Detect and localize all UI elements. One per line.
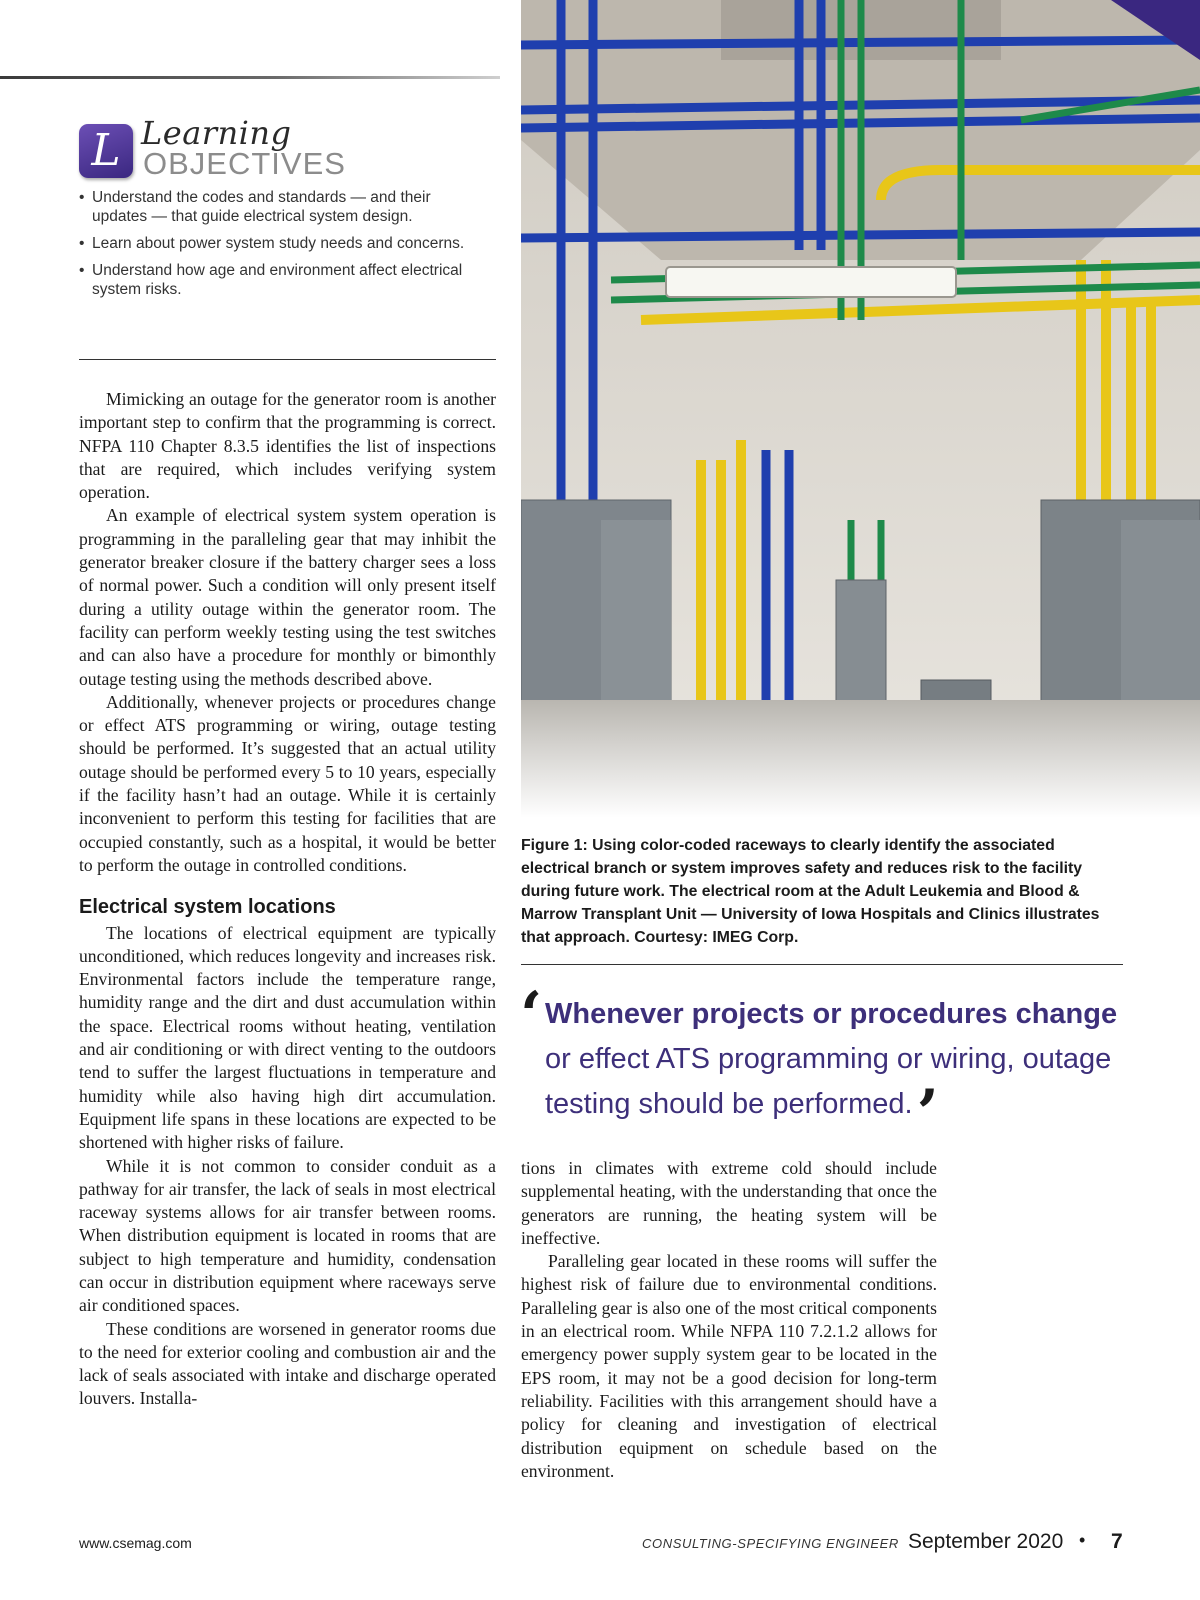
section-heading: Electrical system locations [79,896,336,919]
footer-separator: • [1079,1530,1086,1550]
body-paragraph: An example of electrical system system operation is programming in the paralleling gear that may inhibit the generator breaker closure if the battery charger sees a loss of normal power. Such a condition will only present itself during a utility outage within the generator room. The facility can perform weekly testing using the test switches and can also have a procedure for monthly or bimonthly outage testing using the methods described above. [79,505,496,689]
body-paragraph: Additionally, whenever projects or procedures change or effect ATS programming or wiring, outage testing should be performed. It’s suggested that an actual utility outage should be performed every 5 to 10 years, especially if the facility hasn’t had an outage. While it is certainly inconvenient to perform this testing for facilities that are occupied constantly, such as a hospital, it would be better to perform the outage in controlled conditions. [79,691,496,875]
body-paragraph: The locations of electrical equipment are typically unconditioned, which reduces longevity and increases risk. Environmental factors include the temperature range, humidity range and the dirt and dust accumulation within the space. Electrical rooms without heating, ventilation and air conditioning or with direct venting to the outdoors tend to suffer the largest fluctuations in temperature and humidity while also having high dirt accumulation. Equipment life spans in these locations are expected to be shortened with higher risks of failure. [79,922,496,1153]
learning-objectives-divider [79,359,496,360]
body-paragraph: Mimicking an outage for the generator room is another important step to confirm that the programming is correct. NFPA 110 Chapter 8.3.5 identifies the list of inspections that are required, which includes verifying system operation. [79,389,496,503]
learning-objectives [79,114,489,307]
footer-page-number: 7 [1111,1530,1123,1553]
pull-quote-close-mark: ’ [916,1076,939,1151]
pull-quote-bold: Whenever projects or procedures change [545,998,1118,1030]
learning-objective-item: • Understand how age and environment affect electrical system risks. [79,261,489,299]
body-paragraph: These conditions are worsened in generator rooms due to the need for exterior cooling and combustion air and the lack of seals associated with intake and discharge operated louvers. Installa- [79,1318,496,1409]
article-left-column [79,388,496,1411]
pull-quote-regular: or effect ATS programming or wiring, outage testing should be performed. [545,1043,1112,1120]
figure-1-photo [521,0,1200,818]
footer-magazine: CONSULTING-SPECIFYING ENGINEER [642,1536,899,1551]
footer-issue-date: September 2020 [908,1530,1064,1553]
body-paragraph: While it is not common to consider conduit as a pathway for air transfer, the lack of seals in most electrical raceway systems allows for air transfer between rooms. When distribution equipment is located in rooms that are subject to high temperature and humidity, condensation can occur in distribution equipment where raceways serve air conditioned spaces. [79,1155,496,1316]
pull-quote-open-mark: ‘ [520,978,543,1053]
caption-divider [521,964,1123,965]
body-paragraph-continuation: tions in climates with extreme cold should include supplemental heating, with the understanding that once the generators are running, the heating system will be ineffective. [521,1158,937,1248]
footer-website: www.csemag.com [79,1535,192,1551]
top-rule [0,76,500,79]
figure-caption: Figure 1: Using color-coded raceways to clearly identify the associated electrical branch or system improves safety and reduces risk to the facility during future work. The electrical room at the Adult Leukemia and Blood & Marrow Transplant Unit — University of Iowa Hospitals and Clinics illustrates that approach. Courtesy: IMEG Corp. [521,837,1100,946]
learning-objectives-list [79,188,489,299]
ceiling-light-fixture [666,267,956,297]
learning-objectives-header [79,114,489,181]
learning-objective-item: • Learn about power system study needs and concerns. [79,234,489,253]
article-right-column [521,1157,937,1483]
learning-objectives-title-script: Learning [141,114,292,152]
learning-objectives-badge: L [79,124,133,178]
body-paragraph: Paralleling gear located in these rooms will suffer the highest risk of failure due to environmental conditions. Paralleling gear is also one of the most critical components in an electrical room. While NFPA 110 7.2.1.2 allows for emergency power supply system gear to be located in the EPS room, it may not be a good decision for long-term reliability. Facilities with this arrangement should have a policy for cleaning and investigation of electrical distribution equipment on schedule based on the environment. [521,1251,937,1481]
pull-quote [520,978,1148,1151]
learning-objective-item: • Understand the codes and standards — and their updates — that guide electrical system design. [79,188,489,226]
pull-quote-text [528,992,1148,1151]
learning-objectives-title-caps: OBJECTIVES [143,146,346,181]
